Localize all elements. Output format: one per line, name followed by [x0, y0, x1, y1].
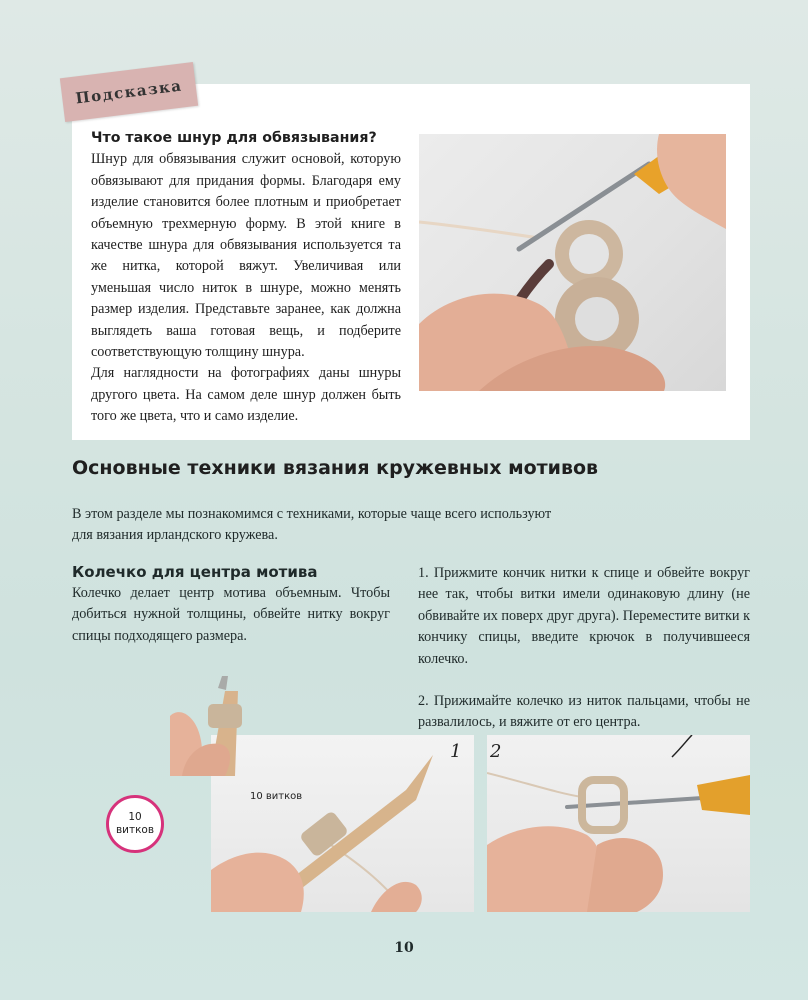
section-intro: В этом разделе мы познакомимся с техниками, которые чаще всего используют для вязания ирландского кружева.: [72, 506, 552, 544]
tip-photo-illustration: [419, 134, 726, 391]
tip-photo: [419, 134, 726, 391]
turns-badge-number: 10: [128, 811, 142, 823]
step-1-number: 1: [450, 741, 462, 762]
turns-badge: [106, 795, 164, 853]
step-1-text: 1. Прижмите кончик нитки к спице и обвейте вокруг нее так, чтобы витки имели одинаковую длину (не обвивайте их поверх друг друга). Переместите витки к кончику спицы, введите крючок в получившееся колечко.: [418, 565, 750, 667]
step-2-photo: [487, 735, 750, 912]
step-2-text: 2. Прижимайте колечко из ниток пальцами, чтобы не развалилось, и вяжите от его центра.: [418, 693, 750, 731]
small-photo-illustration: [170, 676, 265, 776]
section-title: Основные техники вязания кружевных мотивов: [72, 457, 599, 479]
tip-paragraph-2: Для наглядности на фотографиях даны шнуры другого цвета. На самом деле шнур должен быть того же цвета, что и само изделие.: [91, 365, 401, 425]
tip-text: [91, 128, 401, 428]
turns-label: 10 витков: [250, 791, 303, 802]
tip-tag-label: Подсказка: [74, 76, 184, 108]
ring-title: Колечко для центра мотива: [72, 563, 318, 581]
step-2-number: 2: [490, 741, 502, 762]
small-photo: [170, 676, 265, 776]
tip-title: Что такое шнур для обвязывания?: [91, 130, 377, 146]
ring-description: Колечко делает центр мотива объемным. Чтобы добиться нужной толщины, обвейте нитку вокруг спицы подходящего размера.: [72, 585, 390, 644]
step-2-illustration: [487, 735, 750, 912]
page-number: 10: [394, 940, 414, 956]
tip-paragraph-1: Шнур для обвязывания служит основой, которую обвязывают для придания формы. Благодаря ему изделие становится более плотным и приобретает объемную трехмерную форму. В этой книге в качестве шнура для обвязывания используется та же нитка, которой вяжут. Увеличивая или уменьшая число ниток в шнуре, можно менять размер изделия. Представьте заранее, как должна выглядеть ваша готовая вещь, и подберите соответствующую толщину шнура.: [91, 151, 401, 361]
turns-badge-label: витков: [115, 824, 155, 836]
steps: [418, 563, 750, 734]
